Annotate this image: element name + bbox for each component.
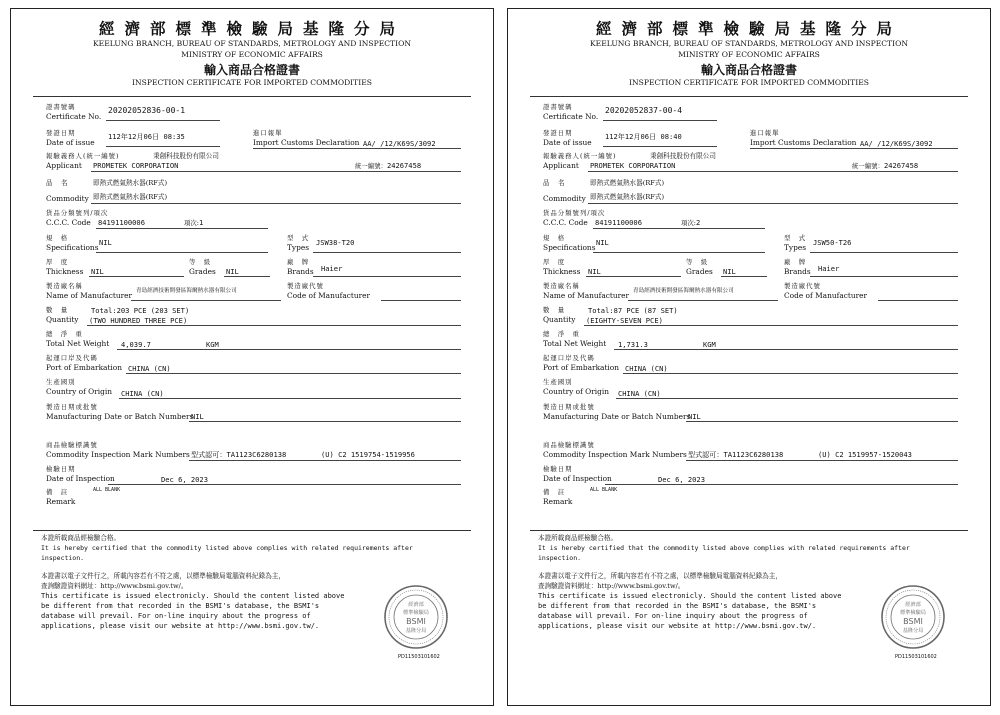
certificate-title-cn: 輸入商品合格證書 (700, 63, 797, 77)
commodity-label-en: Commodity (46, 194, 89, 203)
issue-date-label: 發證日期 Date of issue (543, 129, 592, 147)
electronic-note-en-4: applications, please visit our website at http://www.bsmi.gov.tw/. (538, 622, 817, 630)
remark-value: ALL BLANK (590, 487, 618, 493)
underline (588, 171, 958, 172)
thickness-value: NIL (588, 267, 601, 276)
weight-label: 總 淨 重 Total Net Weight (46, 330, 110, 348)
certificate-title-en: INSPECTION CERTIFICATE FOR IMPORTED COMMODITIES (132, 78, 372, 87)
grades-value: NIL (723, 267, 736, 276)
mark-label: 商品檢驗標識號 Commodity Inspection Mark Numbers (46, 441, 190, 459)
underline (623, 373, 958, 374)
electronic-note-en-3: database will prevail. For on-line inquiry about the progress of (41, 612, 311, 620)
underline (87, 325, 461, 326)
weight-unit: KGM (703, 340, 716, 349)
seal-text-top: 經濟部 (905, 602, 921, 608)
underline (108, 484, 461, 485)
types-value: JSW50-T26 (813, 238, 852, 247)
serial-number: PD11503101602 (398, 654, 440, 660)
issue-date-value: 112年12月06日 08:40 (605, 132, 682, 141)
remark-label: 備 註 Remark (543, 488, 573, 506)
underline (189, 421, 461, 422)
underline (586, 276, 681, 277)
underline (96, 228, 268, 229)
underline (628, 300, 778, 301)
thickness-value: NIL (91, 267, 104, 276)
underline (91, 171, 461, 172)
underline (224, 276, 270, 277)
electronic-note-en-1: This certificate is issued electronicly. Should the content listed above (538, 592, 842, 600)
commodity-cn-value: 即熱式燃氣熱水器(RF式) (93, 179, 168, 187)
origin-label: 生產國別 Country of Origin (543, 378, 609, 396)
commodity-value: 即熱式燃氣熱水器(RF式) (93, 193, 168, 201)
bsmi-seal-icon (880, 584, 946, 650)
electronic-note-cn-1: 本證書以電子文件行之，所載內容若有不符之處，以標準檢驗局電腦資料紀錄為主， (538, 572, 782, 580)
underline (131, 300, 281, 301)
commodity-label-cn: 品 名 (46, 179, 69, 187)
mark-label: 商品檢驗標識號 Commodity Inspection Mark Numbers (543, 441, 687, 459)
underline (588, 203, 958, 204)
spec-label: 規 格 Specifications (543, 234, 596, 252)
certify-statement-en-1: It is hereby certified that the commodity listed above complies with related requirements after (538, 544, 910, 552)
mark-type-approval: 型式認可：TA1123C6280138 (191, 450, 287, 459)
spec-value: NIL (596, 238, 609, 247)
seal-text-bsmi: BSMI (903, 617, 923, 626)
insp-date-label: 檢驗日期 Date of Inspection (543, 465, 612, 483)
mark-range: (U) C2 1519957-1520043 (818, 450, 912, 459)
branch-name-en: KEELUNG BRANCH, BUREAU OF STANDARDS, METROLOGY AND INSPECTION (93, 39, 411, 48)
mark-type-approval: 型式認可：TA1123C6280138 (688, 450, 784, 459)
certificate-title-en: INSPECTION CERTIFICATE FOR IMPORTED COMMODITIES (629, 78, 869, 87)
underline (119, 398, 461, 399)
underline (878, 300, 958, 301)
brands-label: 廠 牌 Brands (784, 258, 811, 276)
import-decl-label: 進口報單 Import Customs Declaration (253, 129, 360, 147)
underline (189, 460, 461, 461)
header-divider (530, 96, 968, 97)
certificate-title-cn: 輸入商品合格證書 (203, 63, 300, 77)
mark-range: (U) C2 1519754-1519956 (321, 450, 415, 459)
insp-date-value: Dec 6, 2023 (161, 475, 208, 484)
electronic-note-en-4: applications, please visit our website at http://www.bsmi.gov.tw/. (41, 622, 320, 630)
types-label: 型 式 Types (287, 234, 310, 252)
weight-unit: KGM (206, 340, 219, 349)
certify-statement-cn: 本證所載商品經檢驗合格。 (538, 534, 618, 542)
seal-text-mid: 標準檢驗局 (403, 610, 429, 616)
underline (117, 349, 461, 350)
mfg-date-value: NIL (688, 412, 701, 421)
types-value: JSW38-T20 (316, 238, 355, 247)
cert-no-label: 證書號碼 Certificate No. (543, 103, 599, 121)
bureau-title-cn: 經濟部標準檢驗局基隆分局 (98, 19, 405, 38)
weight-value: 1,731.3 (618, 340, 648, 349)
applicant-label: 報驗義務人(統一編號) Applicant (543, 152, 617, 170)
insp-date-label: 檢驗日期 Date of Inspection (46, 465, 115, 483)
brands-value: Haier (818, 264, 840, 273)
underline (126, 373, 461, 374)
brands-label: 廠 牌 Brands (287, 258, 314, 276)
manufacturer-label: 製造廠名稱 Name of Manufacturer (46, 282, 133, 300)
manufacturer-value: 青島經濟技術開發區海爾熱水器有限公司 (136, 288, 237, 294)
underline (381, 300, 461, 301)
certify-statement-en-2: inspection. (41, 554, 85, 562)
seal-text-bsmi: BSMI (406, 617, 426, 626)
commodity-label-cn: 品 名 (543, 179, 566, 187)
ministry-name-en: MINISTRY OF ECONOMIC AFFAIRS (181, 50, 323, 59)
certificate-left (10, 8, 494, 706)
footer-divider (530, 530, 968, 531)
ccc-label: 貨品分類號列/項次 C.C.C. Code (543, 209, 606, 227)
mfg-date-label: 製造日期或批號 Manufacturing Date or Batch Numbers (46, 403, 194, 421)
underline (593, 252, 765, 253)
cert-no-label: 證書號碼 Certificate No. (46, 103, 102, 121)
import-decl-value: AA/ /12/K69S/3092 (363, 139, 436, 148)
cert-no-value: 20202052837-00-4 (605, 106, 683, 115)
quantity-words: (TWO HUNDRED THREE PCE) (89, 316, 188, 325)
footer-divider (33, 530, 471, 531)
seal-text-mid: 標準檢驗局 (900, 610, 926, 616)
underline (603, 146, 717, 147)
port-value: CHINA (CN) (625, 364, 668, 373)
underline (810, 252, 958, 253)
grades-label: 等 級 Grades (189, 258, 216, 276)
item-no: 項次:1 (184, 218, 204, 227)
quantity-label: 數 量 Quantity (543, 306, 576, 324)
underline (253, 148, 461, 149)
insp-date-value: Dec 6, 2023 (658, 475, 705, 484)
quantity-total: Total:203 PCE (203 SET) (91, 306, 190, 315)
spec-label: 規 格 Specifications (46, 234, 99, 252)
ccc-code-value: 84191100006 (98, 218, 145, 227)
origin-label: 生產國別 Country of Origin (46, 378, 112, 396)
manufacturer-label: 製造廠名稱 Name of Manufacturer (543, 282, 630, 300)
underline (91, 203, 461, 204)
ccc-code-value: 84191100006 (595, 218, 642, 227)
applicant-label: 報驗義務人(統一編號) Applicant (46, 152, 120, 170)
commodity-value: 即熱式燃氣熱水器(RF式) (590, 193, 665, 201)
weight-value: 4,039.7 (121, 340, 151, 349)
manufacturer-value: 青島經濟技術開發區海爾熱水器有限公司 (633, 288, 734, 294)
commodity-label-en: Commodity (543, 194, 586, 203)
mfr-code-label: 製造廠代號 Code of Manufacturer (784, 282, 868, 300)
origin-value: CHINA (CN) (618, 389, 661, 398)
commodity-cn-value: 即熱式燃氣熱水器(RF式) (590, 179, 665, 187)
underline (106, 146, 220, 147)
seal-text-bottom: 基隆分局 (902, 628, 924, 634)
spec-value: NIL (99, 238, 112, 247)
underline (584, 325, 958, 326)
bureau-title-cn: 經濟部標準檢驗局基隆分局 (595, 19, 902, 38)
applicant-uid: 統一編號：24267458 (355, 161, 422, 170)
ministry-name-en: MINISTRY OF ECONOMIC AFFAIRS (678, 50, 820, 59)
quantity-total: Total:87 PCE (87 SET) (588, 306, 678, 315)
underline (605, 484, 958, 485)
cert-no-value: 20202052836-00-1 (108, 106, 186, 115)
applicant-uid: 統一編號：24267458 (852, 161, 919, 170)
underline (721, 276, 767, 277)
electronic-note-cn-2: 查詢驗證資料網址：http://www.bsmi.gov.tw/。 (538, 582, 685, 590)
applicant-en-value: PROMETEK CORPORATION (590, 161, 676, 170)
import-decl-value: AA/ /12/K69S/3092 (860, 139, 933, 148)
remark-label: 備 註 Remark (46, 488, 76, 506)
certificate-right (507, 8, 991, 706)
grades-label: 等 級 Grades (686, 258, 713, 276)
remark-value: ALL BLANK (93, 487, 121, 493)
header-divider (33, 96, 471, 97)
underline (313, 276, 461, 277)
electronic-note-cn-1: 本證書以電子文件行之，所載內容若有不符之處，以標準檢驗局電腦資料紀錄為主， (41, 572, 285, 580)
underline (313, 252, 461, 253)
certificate-header (508, 19, 990, 88)
electronic-note-en-3: database will prevail. For on-line inquiry about the progress of (538, 612, 808, 620)
brands-value: Haier (321, 264, 343, 273)
underline (106, 120, 220, 121)
ccc-label: 貨品分類號列/項次 C.C.C. Code (46, 209, 109, 227)
weight-label: 總 淨 重 Total Net Weight (543, 330, 607, 348)
electronic-note-en-2: be different from that recorded in the BSMI's database, the BSMI's (41, 602, 320, 610)
underline (686, 460, 958, 461)
origin-value: CHINA (CN) (121, 389, 164, 398)
issue-date-label: 發證日期 Date of issue (46, 129, 95, 147)
port-label: 起運口岸及代碼 Port of Embarkation (46, 354, 123, 372)
grades-value: NIL (226, 267, 239, 276)
underline (96, 252, 268, 253)
certify-statement-en-1: It is hereby certified that the commodity listed above complies with related requirements after (41, 544, 413, 552)
applicant-cn-value: 秉創科技股份有限公司 (650, 152, 716, 160)
seal-text-bottom: 基隆分局 (405, 628, 427, 634)
branch-name-en: KEELUNG BRANCH, BUREAU OF STANDARDS, METROLOGY AND INSPECTION (590, 39, 908, 48)
mfg-date-label: 製造日期或批號 Manufacturing Date or Batch Numbers (543, 403, 691, 421)
item-no: 項次:2 (681, 218, 701, 227)
certify-statement-en-2: inspection. (538, 554, 582, 562)
mfg-date-value: NIL (191, 412, 204, 421)
types-label: 型 式 Types (784, 234, 807, 252)
electronic-note-en-2: be different from that recorded in the BSMI's database, the BSMI's (538, 602, 817, 610)
serial-number: PD11503101602 (895, 654, 937, 660)
quantity-label: 數 量 Quantity (46, 306, 79, 324)
electronic-note-cn-2: 查詢驗證資料網址：http://www.bsmi.gov.tw/。 (41, 582, 188, 590)
underline (810, 276, 958, 277)
import-decl-label: 進口報單 Import Customs Declaration (750, 129, 857, 147)
thickness-label: 厚 度 Thickness (46, 258, 84, 276)
underline (616, 398, 958, 399)
quantity-words: (EIGHTY-SEVEN PCE) (586, 316, 663, 325)
underline (614, 349, 958, 350)
mfr-code-label: 製造廠代號 Code of Manufacturer (287, 282, 371, 300)
issue-date-value: 112年12月06日 08:35 (108, 132, 185, 141)
certificate-header (11, 19, 493, 88)
applicant-en-value: PROMETEK CORPORATION (93, 161, 179, 170)
underline (750, 148, 958, 149)
port-label: 起運口岸及代碼 Port of Embarkation (543, 354, 620, 372)
electronic-note-en-1: This certificate is issued electronicly. Should the content listed above (41, 592, 345, 600)
underline (603, 120, 717, 121)
underline (89, 276, 184, 277)
thickness-label: 厚 度 Thickness (543, 258, 581, 276)
port-value: CHINA (CN) (128, 364, 171, 373)
certify-statement-cn: 本證所載商品經檢驗合格。 (41, 534, 121, 542)
seal-text-top: 經濟部 (408, 602, 424, 608)
bsmi-seal-icon (383, 584, 449, 650)
applicant-cn-value: 秉創科技股份有限公司 (153, 152, 219, 160)
underline (686, 421, 958, 422)
underline (593, 228, 765, 229)
